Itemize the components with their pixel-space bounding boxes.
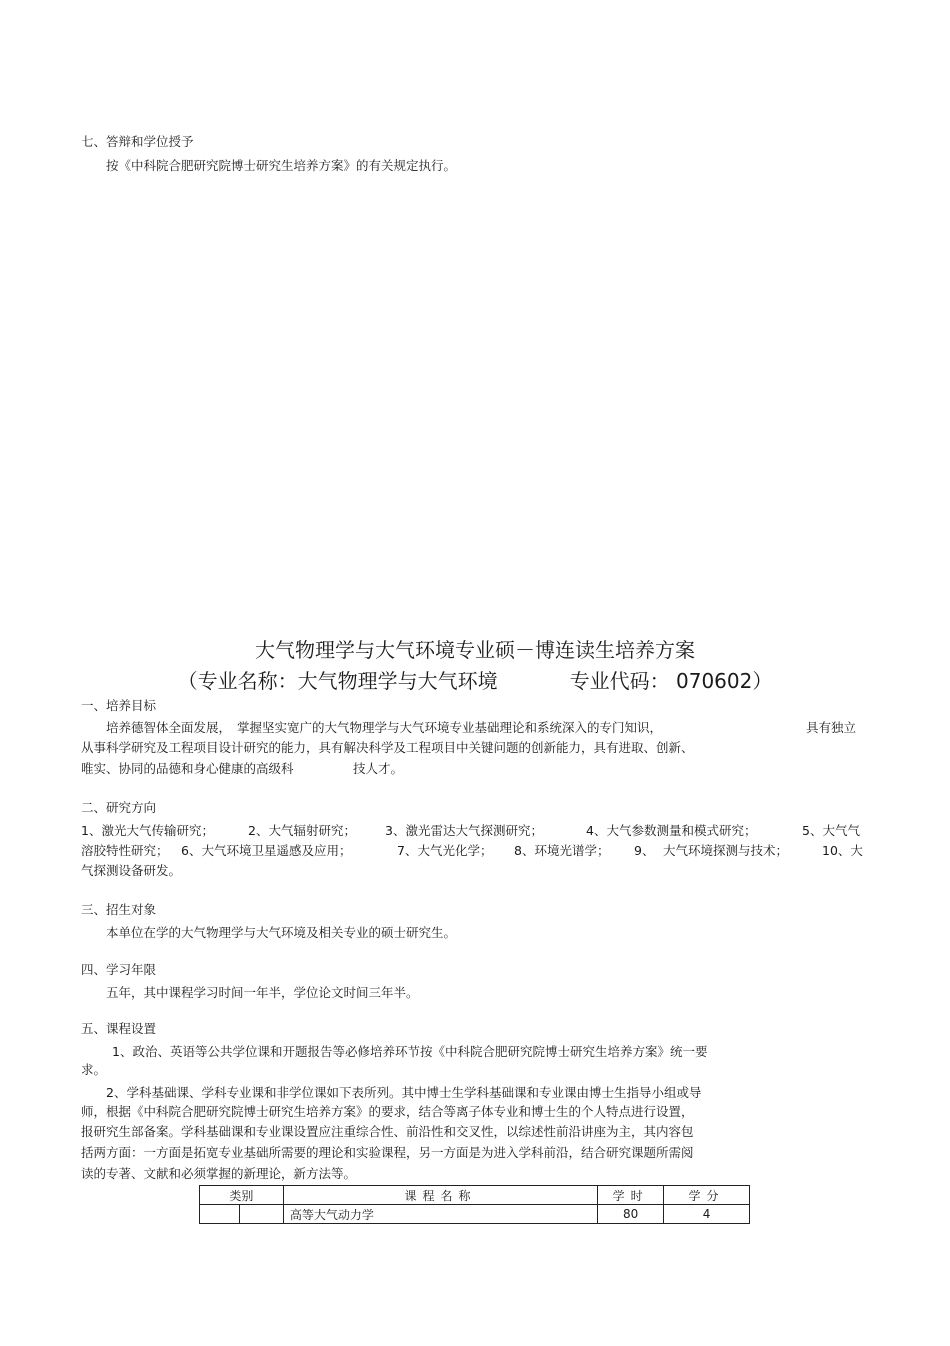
courses-p2-line: 师，根据《中科院合肥研究院博士研究生培养方案》的要求，结合等离子体专业和博士生的个人特点进行设置， <box>81 1104 694 1119</box>
header-course-name: 课程名称 <box>283 1186 597 1205</box>
row-category-main <box>200 1205 240 1224</box>
section7-body: 按《中科院合肥研究院博士研究生培养方案》的有关规定执行。 <box>106 158 457 173</box>
row-hours: 80 <box>598 1205 664 1224</box>
direction-item: 1、激光大气传输研究； <box>81 823 214 838</box>
courses-p1b: 求。 <box>81 1062 107 1077</box>
duration-heading: 四、学习年限 <box>81 962 157 977</box>
direction-item: 3、激光雷达大气探测研究； <box>385 823 543 838</box>
goal-line3b: 技人才。 <box>353 761 404 776</box>
courses-p1a: 1、政治、英语等公共学位课和开题报告等必修培养环节按《中科院合肥研究院博士研究生培养方案》统一要 <box>112 1044 708 1059</box>
section7-heading: 七、答辩和学位授予 <box>81 134 194 149</box>
direction-item: 6、大气环境卫星遥感及应用； <box>181 843 352 858</box>
document-subtitle <box>0 668 950 694</box>
enroll-body: 本单位在学的大气物理学与大气环境及相关专业的硕士研究生。 <box>106 925 457 940</box>
direction-item: 7、大气光化学； <box>397 843 493 858</box>
subtitle-major-name: （专业名称：大气物理学与大气环境 <box>177 669 498 693</box>
duration-body: 五年，其中课程学习时间一年半，学位论文时间三年半。 <box>106 985 419 1000</box>
header-credits: 学分 <box>664 1186 750 1205</box>
goal-line1b: 掌握坚实宽广的大气物理学与大气环境专业基础理论和系统深入的专门知识， <box>237 720 663 735</box>
table-row <box>200 1205 750 1224</box>
courses-p2-line: 报研究生部备案。学科基础课和专业课设置应注重综合性、前沿性和交叉性，以综述性前沿讲座为主，其内容包 <box>81 1124 694 1139</box>
header-hours: 学时 <box>598 1186 664 1205</box>
goal-heading: 一、培养目标 <box>81 698 157 713</box>
goal-line1a: 培养德智体全面发展， <box>106 720 232 735</box>
courses-p2-line: 2、学科基础课、学科专业课和非学位课如下表所列。其中博士生学科基础课和专业课由博士生指导小组或导 <box>106 1085 702 1100</box>
row-credits: 4 <box>664 1205 750 1224</box>
course-table <box>199 1185 750 1224</box>
courses-heading: 五、课程设置 <box>81 1021 157 1036</box>
table-header-row <box>200 1186 750 1205</box>
direction-item: 气探测设备研发。 <box>81 863 182 878</box>
direction-item: 4、大气参数测量和模式研究； <box>586 823 757 838</box>
enroll-heading: 三、招生对象 <box>81 902 157 917</box>
directions-heading: 二、研究方向 <box>81 800 157 815</box>
row-category-sub <box>239 1205 283 1224</box>
goal-line3a: 唯实、协同的品德和身心健康的高级科 <box>81 761 294 776</box>
direction-item: 2、大气辐射研究； <box>248 823 356 838</box>
courses-p2-line: 读的专著、文献和必须掌握的新理论，新方法等。 <box>81 1166 357 1181</box>
row-course-name: 高等大气动力学 <box>283 1205 597 1224</box>
direction-item: 10、大 <box>822 843 863 858</box>
goal-line2: 从事科学研究及工程项目设计研究的能力，具有解决科学及工程项目中关键问题的创新能力，具有进取、创新、 <box>81 740 694 755</box>
goal-line1c: 具有独立 <box>806 720 857 735</box>
direction-item: 溶胶特性研究； <box>81 843 169 858</box>
header-category: 类别 <box>200 1186 284 1205</box>
direction-item: 大气环境探测与技术； <box>663 843 789 858</box>
subtitle-major-code: 专业代码： 070602） <box>569 669 773 693</box>
document-title: 大气物理学与大气环境专业硕－博连读生培养方案 <box>255 638 695 662</box>
direction-item: 9、 <box>634 843 655 858</box>
direction-item: 5、大气气 <box>802 823 860 838</box>
direction-item: 8、环境光谱学； <box>514 843 610 858</box>
courses-p2-line: 括两方面：一方面是拓宽专业基础所需要的理论和实验课程，另一方面是为进入学科前沿，结合研究课题所需阅 <box>81 1145 694 1160</box>
